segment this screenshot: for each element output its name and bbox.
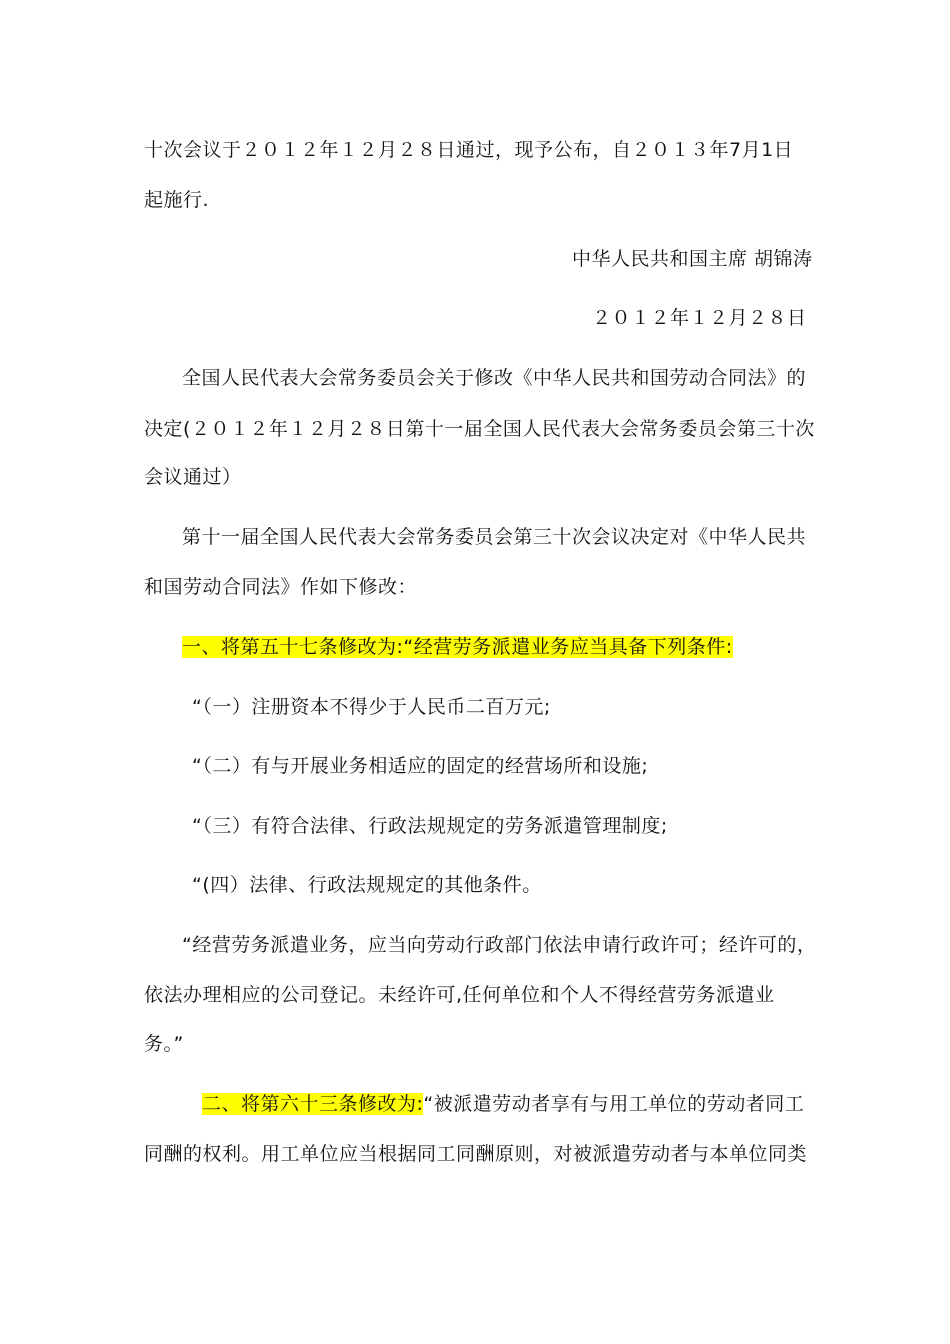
- text-line: 依法办理相应的公司登记。未经许可,任何单位和个人不得经营劳务派遣业: [144, 984, 775, 1006]
- text-line: 决定(２０１２年１２月２８日第十一届全国人民代表大会常务委员会第三十次: [144, 418, 815, 440]
- text-line: “（一）注册资本不得少于人民币二百万元;: [192, 696, 551, 718]
- date-line: ２０１２年１２月２８日: [592, 307, 807, 329]
- text-line: 和国劳动合同法》作如下修改：: [144, 576, 418, 598]
- text-line: 起施行.: [144, 189, 210, 211]
- text-span: “被派遣劳动者享有与用工单位的劳动者同工: [423, 1093, 805, 1115]
- highlight: 一、将第五十七条修改为:“经营劳务派遣业务应当具备下列条件:: [182, 636, 733, 658]
- text-line: “（三）有符合法律、行政法规规定的劳务派遣管理制度;: [192, 815, 668, 837]
- signature-line: 中华人民共和国主席 胡锦涛: [572, 248, 813, 270]
- text-line: [202, 1091, 804, 1117]
- text-line: 会议通过）: [144, 466, 242, 488]
- text-line: “（二）有与开展业务相适应的固定的经营场所和设施;: [192, 755, 649, 777]
- highlight: 二、将第六十三条修改为:: [202, 1093, 424, 1115]
- text-line: “经营劳务派遣业务，应当向劳动行政部门依法申请行政许可；经许可的，: [182, 934, 817, 956]
- text-line: “(四）法律、行政法规规定的其他条件。: [192, 874, 542, 896]
- text-line: 第十一届全国人民代表大会常务委员会第三十次会议决定对《中华人民共: [182, 526, 807, 548]
- text-line: 十次会议于２０１２年１２月２８日通过，现予公布，自２０１３年7月1日: [144, 139, 794, 161]
- text-line: 同酬的权利。用工单位应当根据同工同酬原则，对被派遣劳动者与本单位同类: [144, 1143, 808, 1165]
- text-line: 全国人民代表大会常务委员会关于修改《中华人民共和国劳动合同法》的: [182, 367, 807, 389]
- highlighted-text-line: [182, 634, 733, 660]
- text-line: 务。”: [144, 1033, 184, 1055]
